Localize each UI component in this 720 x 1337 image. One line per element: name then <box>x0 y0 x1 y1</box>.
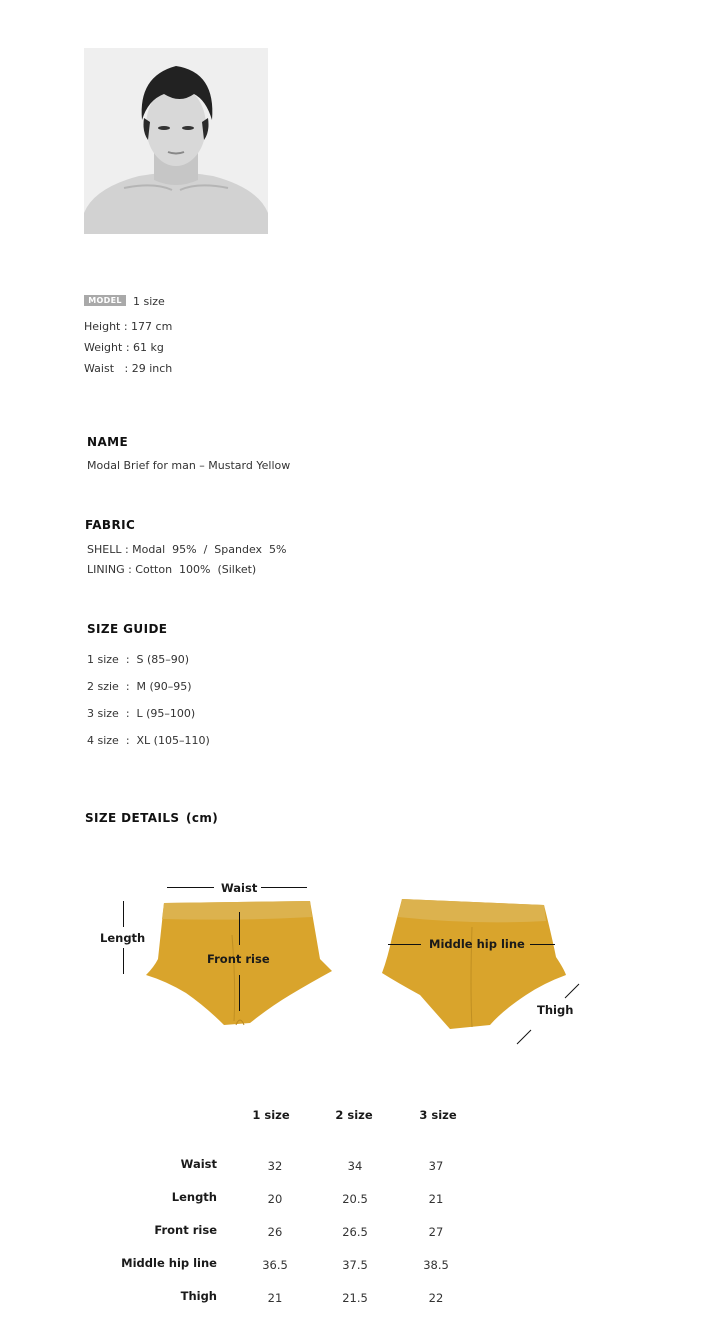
thigh-label: Thigh <box>537 1003 574 1017</box>
front-rise-line-bottom <box>239 975 240 1011</box>
front-rise-label: Front rise <box>207 952 270 966</box>
table-row-label: Length <box>171 1190 217 1204</box>
table-cell: 26 <box>267 1225 283 1239</box>
table-cell: 21 <box>428 1192 444 1206</box>
table-cell: 38.5 <box>423 1258 449 1272</box>
length-line-top <box>123 901 124 927</box>
name-heading: NAME <box>87 435 129 449</box>
model-height: Height : 177 cm <box>84 320 173 333</box>
size-guide-row: 4 size : XL (105–110) <box>87 734 210 747</box>
size-details-heading: SIZE DETAILS <box>85 811 180 825</box>
table-header: 3 size <box>419 1108 457 1122</box>
model-weight: Weight : 61 kg <box>84 341 164 354</box>
table-cell: 36.5 <box>262 1258 288 1272</box>
table-cell: 22 <box>428 1291 444 1305</box>
table-row-label: Front rise <box>154 1223 217 1237</box>
table-cell: 21.5 <box>342 1291 368 1305</box>
model-badge: MODEL <box>84 295 126 306</box>
table-header: 1 size <box>252 1108 290 1122</box>
middle-hip-line-label: Middle hip line <box>429 937 525 951</box>
waist-line-right <box>261 887 307 888</box>
table-cell: 34 <box>347 1159 363 1173</box>
size-guide-row: 3 size : L (95–100) <box>87 707 196 720</box>
size-guide-row: 1 size : S (85–90) <box>87 653 190 666</box>
length-label: Length <box>100 931 146 945</box>
table-header: 2 size <box>335 1108 373 1122</box>
middle-hip-line-right <box>530 944 555 945</box>
middle-hip-line-left <box>388 944 421 945</box>
fabric-heading: FABRIC <box>85 518 136 532</box>
waist-line-left <box>167 887 214 888</box>
table-cell: 21 <box>267 1291 283 1305</box>
table-cell: 37.5 <box>342 1258 368 1272</box>
size-guide-heading: SIZE GUIDE <box>87 622 168 636</box>
table-cell: 32 <box>267 1159 283 1173</box>
table-row-label: Thigh <box>180 1289 217 1303</box>
table-cell: 27 <box>428 1225 444 1239</box>
model-waist: Waist : 29 inch <box>84 362 173 375</box>
size-guide-row: 2 szie : M (90–95) <box>87 680 192 693</box>
product-name: Modal Brief for man – Mustard Yellow <box>87 459 291 472</box>
model-photo <box>84 48 268 234</box>
fabric-shell: SHELL : Modal 95% / Spandex 5% <box>87 543 287 556</box>
table-row-label: Waist <box>180 1157 217 1171</box>
fabric-lining: LINING : Cotton 100% (Silket) <box>87 563 257 576</box>
table-cell: 20.5 <box>342 1192 368 1206</box>
model-size: 1 size <box>133 295 165 308</box>
table-row-label: Middle hip line <box>121 1256 217 1270</box>
waist-label: Waist <box>221 881 258 895</box>
size-details-unit: (cm) <box>186 811 219 825</box>
front-rise-line-top <box>239 912 240 945</box>
table-cell: 37 <box>428 1159 444 1173</box>
table-cell: 20 <box>267 1192 283 1206</box>
length-line-bottom <box>123 948 124 974</box>
table-cell: 26.5 <box>342 1225 368 1239</box>
